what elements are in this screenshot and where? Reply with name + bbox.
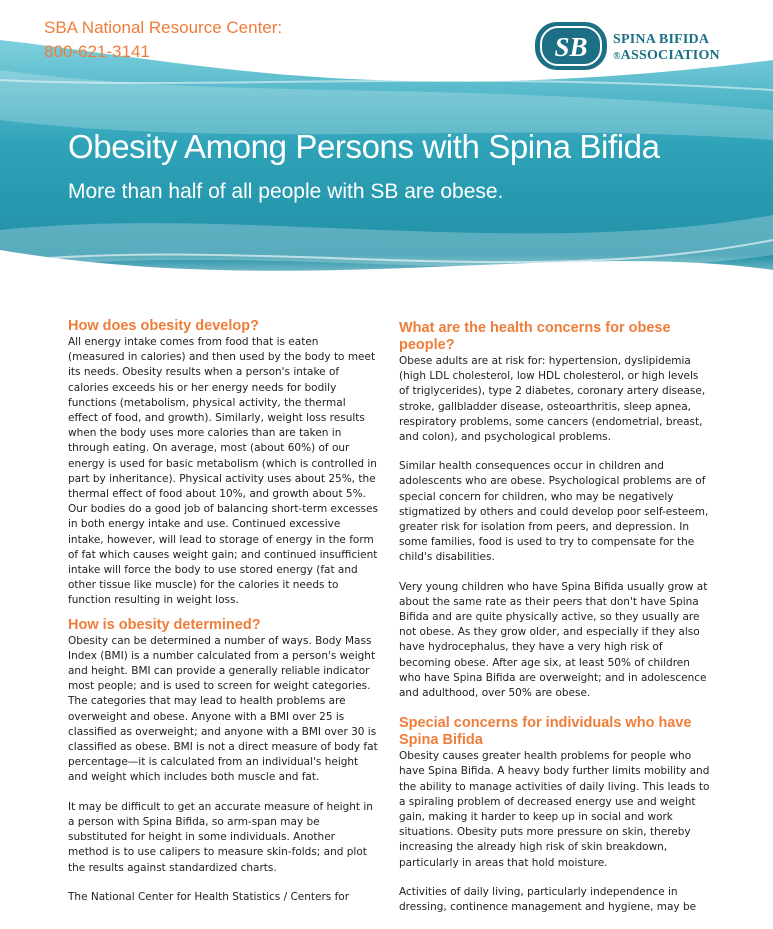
paragraph-adult-risks: Obese adults are at risk for: hypertension, dyslipidemia (high LDL cholesterol, low HDL cholesterol, or high levels of triglycerides), type 2 diabetes, coronary artery disease, stroke, gallbladder disease, osteoarthritis, sleep apnea, respiratory problems, some cancers (endometrial, breast, and colon), and psychological problems.	[399, 355, 706, 444]
paragraph-nchs: The National Center for Health Statistics / Centers for	[68, 890, 350, 903]
logo-line-1: SPINA BIFIDA	[613, 32, 710, 47]
resource-center-name: SBA National Resource Center:	[44, 18, 283, 37]
title-frame	[0, 0, 680, 56]
registered-mark: ®	[613, 51, 621, 62]
paragraph-bmi: Obesity can be determined a number of ways. Body Mass Index (BMI) is a number calculated from a person's weight and height. BMI can provide a generally reliable indicator most people; and is used to screen for weight categories. The categories that may lead to health problems are overweight and obese. Anyone with a BMI over 25 is classified as overweight; and anyone with a BMI over 30 is classified as obese. BMI is not a direct measure of body fat percentage—it is calculated from an individual's height and weight which includes both muscle and fat.	[68, 634, 378, 784]
heading-health-concerns: What are the health concerns for obese people?	[399, 320, 671, 353]
heading-special-concerns: Special concerns for individuals who have Spina Bifida	[399, 715, 692, 749]
right-column	[399, 320, 711, 929]
paragraph-children-risks: Similar health consequences occur in children and adolescents who are obese. Psychological problems are of special concern for children, who may be negatively stigmatized by others and could develop poor self-esteem, greater risk for isolation from peers, and depression. In some families, food is used to try to compensate for the child's disabilities.	[399, 460, 709, 564]
logo-mark-text: SB	[554, 32, 588, 62]
paragraph-young-children: Very young children who have Spina Bifida usually grow at about the same rate as their peers that don't have Spina Bifida and are quite physically active, so they usually are not obese. As they grow older, and especially if they also have hydrocephalus, they have a very high risk of becoming obese. After age six, at least 50% of children who have Spina Bifida are overweight; and in adolescence and adulthood, over 50% are obese.	[399, 580, 708, 700]
paragraph-height-measure: It may be difficult to get an accurate measure of height in a person with Spina Bifida, so arm-span may be substituted for height in some individuals. Another method is to use calipers to measure skin-folds; and plot the results against standardized charts.	[68, 800, 373, 874]
logo-line-2: ASSOCIATION	[620, 48, 720, 63]
page-title: Obesity Among Persons with Spina Bifida	[68, 128, 660, 165]
paragraph-daily-living: Activities of daily living, particularly independence in dressing, continence management and hygiene, may be	[399, 885, 697, 914]
left-column	[68, 318, 378, 919]
page-subtitle: More than half of all people with SB are obese.	[68, 180, 504, 203]
paragraph-obesity-develop: All energy intake comes from food that is eaten (measured in calories) and then used by the body to meet its needs. Obesity results when a person's intake of calories exceeds his or her energy needs for bodily functions (metabolism, physical activity, the thermal effect of food, and growth). Similarly, weight loss results when the body uses more calories than are taken in through eating. On average, most (about 60%) of our energy is used for basic metabolism (which is controlled in part by inheritance). Physical activity uses about 25%, the thermal effect of food about 10%, and growth about 5%. Our bodies do a good job of balancing short-term excesses in both energy intake and use. Continued excessive intake, however, will lead to storage of energy in the form of fat which causes weight gain; and continued insufficient intake will force the body to use stored energy (fat and other tissue like muscle) for the calories it needs to function resulting in weight loss.	[68, 336, 378, 607]
heading-obesity-determined: How is obesity determined?	[68, 616, 261, 633]
header-banner	[0, 0, 773, 300]
heading-obesity-develop: How does obesity develop?	[68, 318, 259, 334]
paragraph-special-concerns: Obesity causes greater health problems for people who have Spina Bifida. A heavy body further limits mobility and the ability to manage activities of daily living. This leads to a spiraling problem of decreased energy use and weight gain, making it harder to keep up in social and work situations. Obesity puts more pressure on skin, thereby increasing the already high risk of skin breakdown, particularly in areas that hold moisture.	[399, 750, 710, 869]
resource-center-phone[interactable]: 800-621-3141	[44, 42, 150, 61]
